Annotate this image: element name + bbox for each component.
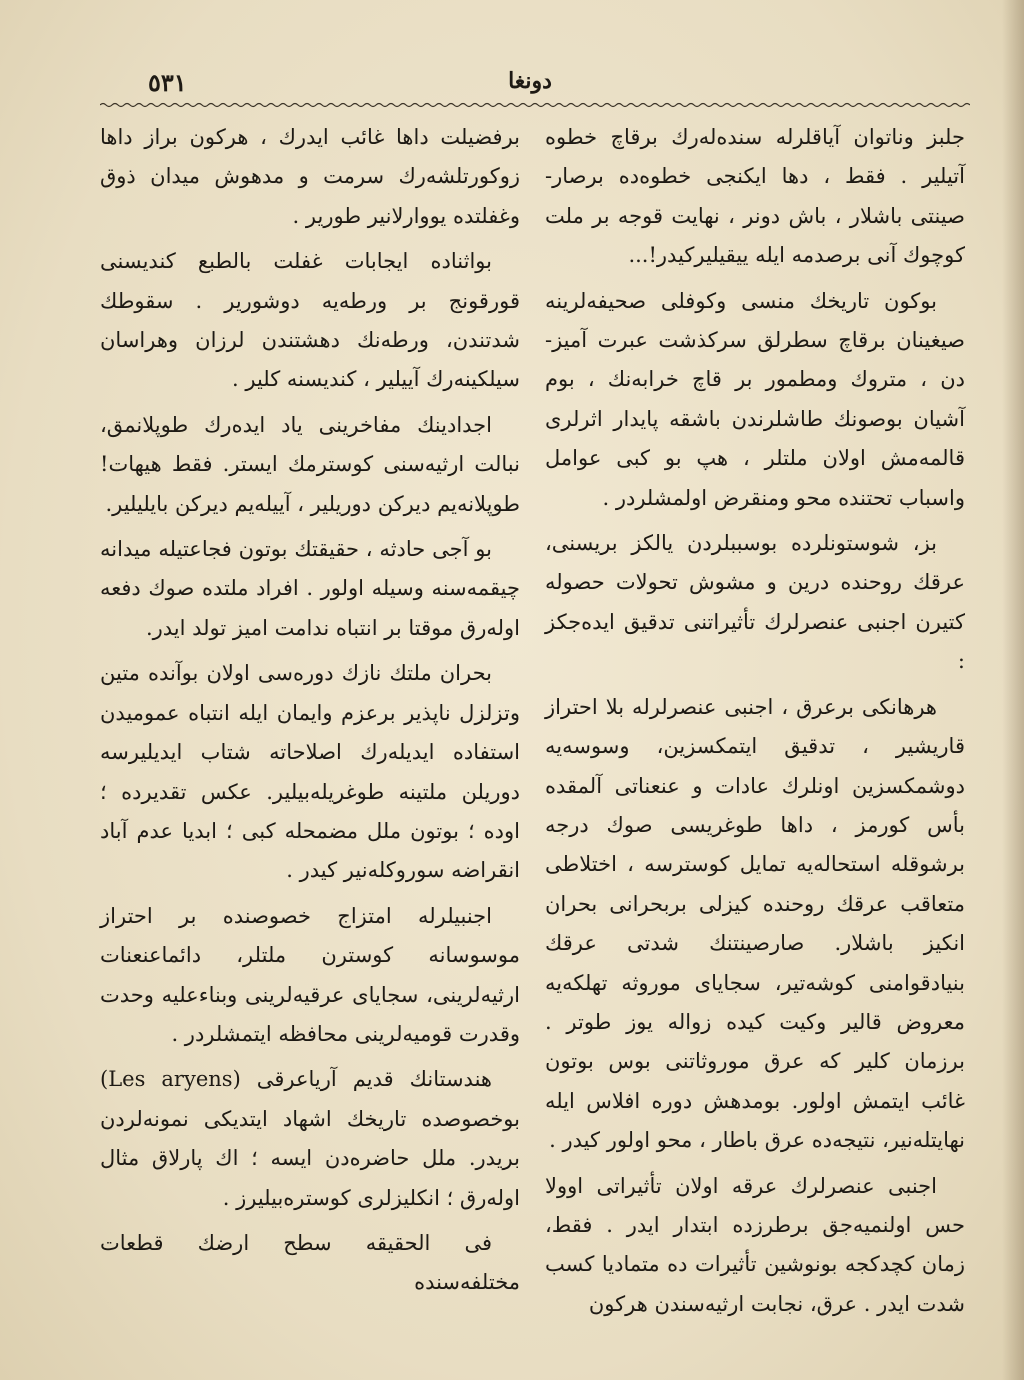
running-title: دونغا [508, 68, 552, 94]
column-right [545, 118, 965, 1358]
paragraph: بحران ملتك نازك دورەسى اولان بوآنده متين وتزلزل ناپذير برعزم وايمان ايله انتباه عموميدن استفاده ايديلەرك اصلاحاته شتاب ايديليرسه دوريلن ملتينه طوغريلەبيلير. عكس تقديرده ؛ اوده ؛ بوتون ملل مضمحله كبى ؛ ابديا عدم آباد انقراضه سوروكلەنير كيدر . [100, 661, 520, 883]
paragraph: هرهانكى برعرق ، اجنبى عنصرلرله بلا احتراز قاريشير ، تدقيق ايتمكسزين، وسوسەيه دوشمكسزين اونلرك عادات و عنعناتى آلمقده بأس كورمز ، داها طوغريسى صوك درجه برشوقله استحالەيه تمايل كوسترسه ، اختلاطى متعاقب عرقك روحنده كيزلى بربحرانى بحران انكيز باشلار. صارصينتنك شدتى عرقك بنيادقوامنى كوشەتير، سجاياى موروثه تهلكەيه معروض قالير وكيت كيده زواله يوز طوتر . برزمان كلير كه عرق موروثاتنى بوس بوتون غائب ايتمش اولور. بومدهش دوره افلاس ايله نهايتلەنير، نتيجەده عرق باطار ، محو اولور كيدر . [545, 694, 965, 1153]
page-edge-shadow [1002, 0, 1024, 1380]
paragraph: بو آجى حادثه ، حقيقتك بوتون فجاعتيله ميدانه چيقمەسنه وسيله اولور . افراد ملتده صوك دفعه اولەرق موقتا بر انتباه ندامت اميز تولد ايدر. [100, 537, 520, 640]
paragraph: اجنبيلرله امتزاج خصوصنده بر احتراز موسوسانه كوسترن ملتلر، دائماعنعنات ارثيەلرينى، سجاياى عرقيەلرينى وبناءعليه وحدت وقدرت قوميەلرينى محافظه ايتمشلردر . [100, 903, 520, 1046]
wavy-header-rule [100, 100, 970, 110]
paragraph: اجنبى عنصرلرك عرقه اولان تأثيراتى اوولا حس اولنميەجق برطرزده ابتدار ايدر . فقط، زمان كچدكجه بونوشين تأثيرات ده متماديا كسب شدت ايدر . عرق، نجابت ارثيەسندن هركون [545, 1173, 965, 1316]
paragraph: بوكون تاريخك منسى وكوفلى صحيفەلرينه صيغينان برقاچ سطرلق سركذشت عبرت آميز- دن ، متروك ومطمور بر قاچ خرابەنك ، بوم آشيان بوصونك طاشلرندن باشقه پايدار اثرلرى قالمەمش اولان ملتلر ، هپ بو كبى عوامل واسباب تحتنده محو ومنقرض اولمشلردر . [545, 288, 965, 510]
paragraph: فى الحقيقه سطح ارضك قطعات مختلفەسنده [100, 1230, 520, 1295]
paragraph: هندستانك قديم آرياعرقى (Les aryens) بوخصوصده تاريخك اشهاد ايتديكى نمونەلردن بريدر. ملل حاضرەدن ايسه ؛ اك پارلاق مثال اولەرق ؛ انكليزلرى كوسترەبيليرز . [100, 1067, 520, 1210]
paragraph: جلبز وناتوان آياقلرله سندەلەرك برقاچ خطوه آتيلير . فقط ، دها ايكنجى خطوەده برصار- صينتى باشلار ، باش دونر ، نهايت قوجه بر ملت كوچوك آنى برصدمه ايله ييقيليركيدر!... [545, 125, 965, 268]
page-header [100, 62, 960, 102]
page-number: ٥٣١ [148, 68, 187, 97]
column-left [100, 118, 520, 1358]
paragraph: برفضيلت داها غائب ايدرك ، هركون براز داها زوكورتلشەرك سرمت و مدهوش ميدان ذوق وغفلتده يووارلانير طورير . [100, 125, 520, 228]
paragraph: بواثناده ايجابات غفلت بالطبع كنديسنى قورقونج بر ورطەيه دوشورير . سقوطك شدتندن، ورطەنك دهشتندن لرزان وهراسان سيلكينەرك آييلير ، كنديسنه كلير . [100, 249, 520, 392]
paragraph: اجدادينك مفاخرينى ياد ايدەرك طوپلانمق، نبالت ارثيەسنى كوسترمك ايستر. فقط هيهات! طوپلانەيم ديركن دوريلير ، آييلەيم ديركن بايليلير. [100, 412, 520, 516]
paragraph: بز، شوستونلرده بوسببلردن يالكز بريسنى، عرقك روحنده درين و مشوش تحولات حصوله كتيرن اجنبى عنصرلرك تأثيراتنى تدقيق ايدەجكز : [545, 531, 965, 674]
